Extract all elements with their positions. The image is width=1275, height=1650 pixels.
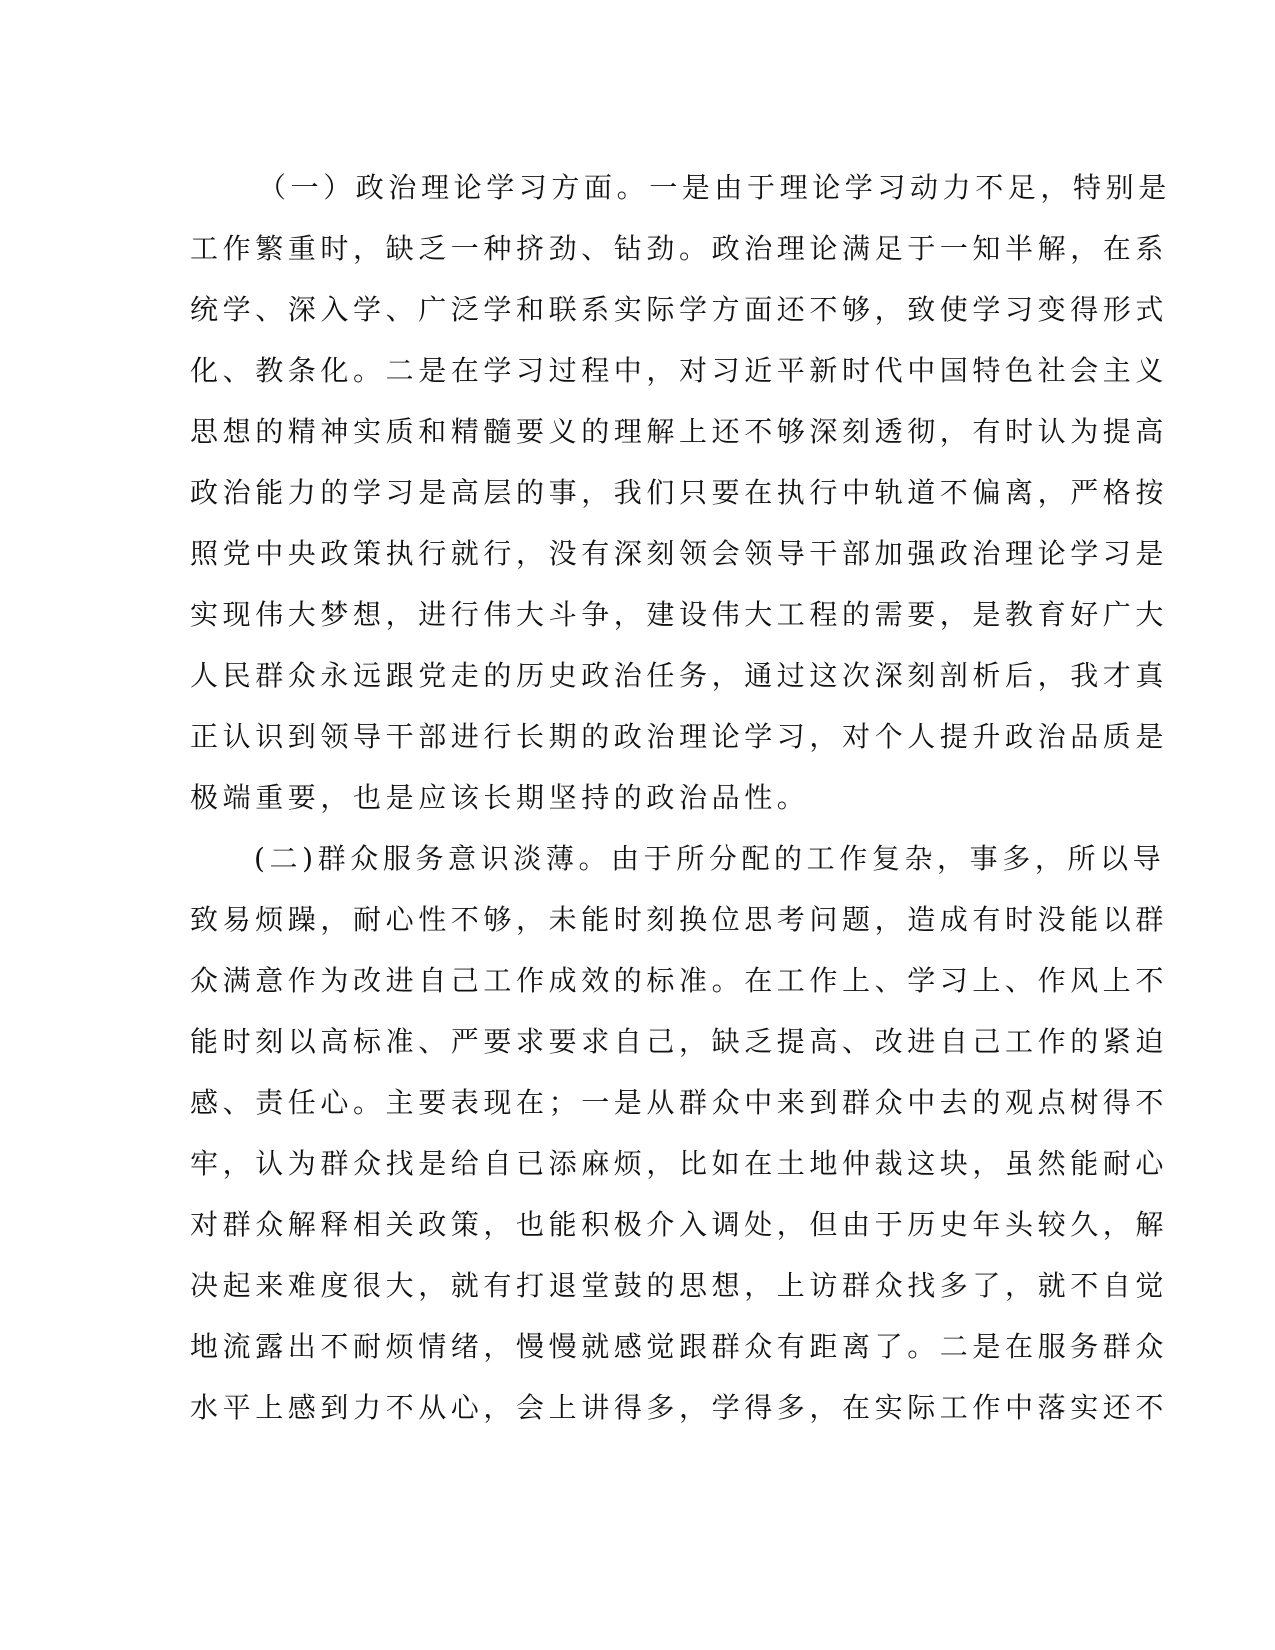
paragraph-line: （一）政治理论学习方面。一是由于理论学习动力不足，特别是	[258, 171, 1171, 204]
paragraph-line: 政治能力的学习是高层的事，我们只要在执行中轨道不偏离，严格按	[190, 476, 1169, 509]
paragraph-line: (二)群众服务意识淡薄。由于所分配的工作复杂，事多，所以导	[254, 842, 1166, 875]
paragraph-line: 感、责任心。主要表现在；一是从群众中来到群众中去的观点树得不	[190, 1086, 1169, 1119]
paragraph-line: 决起来难度很大，就有打退堂鼓的思想，上访群众找多了，就不自觉	[190, 1269, 1169, 1302]
paragraph-line: 众满意作为改进自己工作成效的标准。在工作上、学习上、作风上不	[190, 964, 1169, 997]
paragraph-line: 地流露出不耐烦情绪，慢慢就感觉跟群众有距离了。二是在服务群众	[190, 1330, 1169, 1363]
paragraph-line: 能时刻以高标准、严要求要求自己，缺乏提高、改进自己工作的紧迫	[190, 1025, 1169, 1058]
paragraph-line: 实现伟大梦想，进行伟大斗争，建设伟大工程的需要，是教育好广大	[190, 598, 1169, 631]
paragraph-line: 人民群众永远跟党走的历史政治任务，通过这次深刻剖析后，我才真	[190, 659, 1169, 692]
paragraph-line: 统学、深入学、广泛学和联系实际学方面还不够，致使学习变得形式	[190, 293, 1169, 326]
paragraph-line: 致易烦躁，耐心性不够，未能时刻换位思考问题，造成有时没能以群	[190, 903, 1169, 936]
paragraph-line: 水平上感到力不从心，会上讲得多，学得多，在实际工作中落实还不	[190, 1391, 1169, 1424]
paragraph-line: 对群众解释相关政策，也能积极介入调处，但由于历史年头较久，解	[190, 1208, 1169, 1241]
paragraph-line: 工作繁重时，缺乏一种挤劲、钻劲。政治理论满足于一知半解，在系	[190, 232, 1169, 265]
paragraph-line: 化、教条化。二是在学习过程中，对习近平新时代中国特色社会主义	[190, 354, 1169, 387]
paragraph-line: 牢，认为群众找是给自已添麻烦，比如在土地仲裁这块，虽然能耐心	[190, 1147, 1169, 1180]
paragraph-line: 思想的精神实质和精髓要义的理解上还不够深刻透彻，有时认为提高	[190, 415, 1169, 448]
paragraph-line: 照党中央政策执行就行，没有深刻领会领导干部加强政治理论学习是	[190, 537, 1169, 570]
paragraph-line: 极端重要，也是应该长期坚持的政治品性。	[190, 781, 810, 814]
paragraph-line: 正认识到领导干部进行长期的政治理论学习，对个人提升政治品质是	[190, 720, 1169, 753]
paragraph-political-theory	[190, 157, 1171, 828]
paragraph-service-awareness	[190, 828, 1169, 1438]
document-body	[190, 157, 1171, 1438]
